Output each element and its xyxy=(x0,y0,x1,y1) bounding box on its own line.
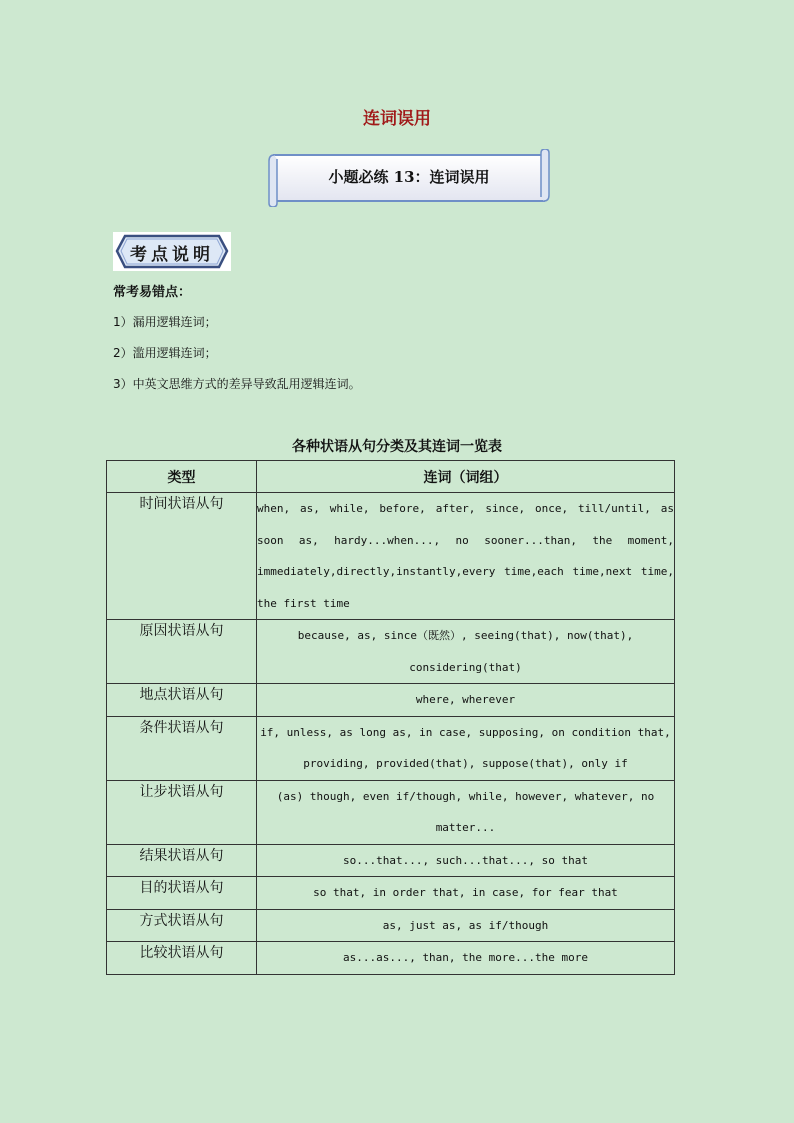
row-conjunctions: when, as, while, before, after, since, once, till/until, as soon as, hardy...when..., no sooner...than, the moment, immediately,directly,instantly,every time,each time,next time, the first time xyxy=(257,493,675,620)
title-scroll-banner xyxy=(268,149,550,207)
header-type: 类型 xyxy=(107,461,257,493)
row-conjunctions: as...as..., than, the more...the more xyxy=(257,942,675,975)
row-conjunctions: so...that..., such...that..., so that xyxy=(257,844,675,877)
exam-point-badge xyxy=(113,232,231,271)
row-type: 让步状语从句 xyxy=(107,780,257,844)
row-type: 结果状语从句 xyxy=(107,844,257,877)
table-row xyxy=(107,493,675,620)
table-row xyxy=(107,684,675,717)
row-type: 原因状语从句 xyxy=(107,620,257,684)
row-conjunctions: (as) though, even if/though, while, however, whatever, no matter... xyxy=(257,780,675,844)
row-type: 方式状语从句 xyxy=(107,909,257,942)
badge-label: 考点说明 xyxy=(130,245,214,265)
row-conjunctions: if, unless, as long as, in case, supposing, on condition that, providing, provided(that), suppose(that), only if xyxy=(257,716,675,780)
row-type: 条件状语从句 xyxy=(107,716,257,780)
row-conjunctions: so that, in order that, in case, for fear that xyxy=(257,877,675,910)
error-point-2: 2）滥用逻辑连词； xyxy=(113,346,217,360)
table-row xyxy=(107,620,675,684)
row-type: 地点状语从句 xyxy=(107,684,257,717)
error-point-1: 1）漏用逻辑连词； xyxy=(113,315,217,329)
table-title: 各种状语从句分类及其连词一览表 xyxy=(292,439,502,455)
table-row xyxy=(107,716,675,780)
row-type: 比较状语从句 xyxy=(107,942,257,975)
row-conjunctions: because, as, since（既然）, seeing(that), now(that), considering(that) xyxy=(257,620,675,684)
error-point-3: 3）中英文思维方式的差异导致乱用逻辑连词。 xyxy=(113,377,361,391)
table-row xyxy=(107,909,675,942)
scroll-banner-title: 小题必练 13：连词误用 xyxy=(328,168,490,186)
table-header-row xyxy=(107,461,675,493)
section-label: 常考易错点： xyxy=(113,285,192,300)
header-conjunctions: 连词（词组） xyxy=(257,461,675,493)
table-row xyxy=(107,877,675,910)
row-type: 目的状语从句 xyxy=(107,877,257,910)
conjunction-table xyxy=(106,460,675,975)
row-conjunctions: where, wherever xyxy=(257,684,675,717)
row-conjunctions: as, just as, as if/though xyxy=(257,909,675,942)
row-type: 时间状语从句 xyxy=(107,493,257,620)
table-row xyxy=(107,844,675,877)
page-title: 连词误用 xyxy=(363,109,431,129)
table-row xyxy=(107,942,675,975)
table-row xyxy=(107,780,675,844)
